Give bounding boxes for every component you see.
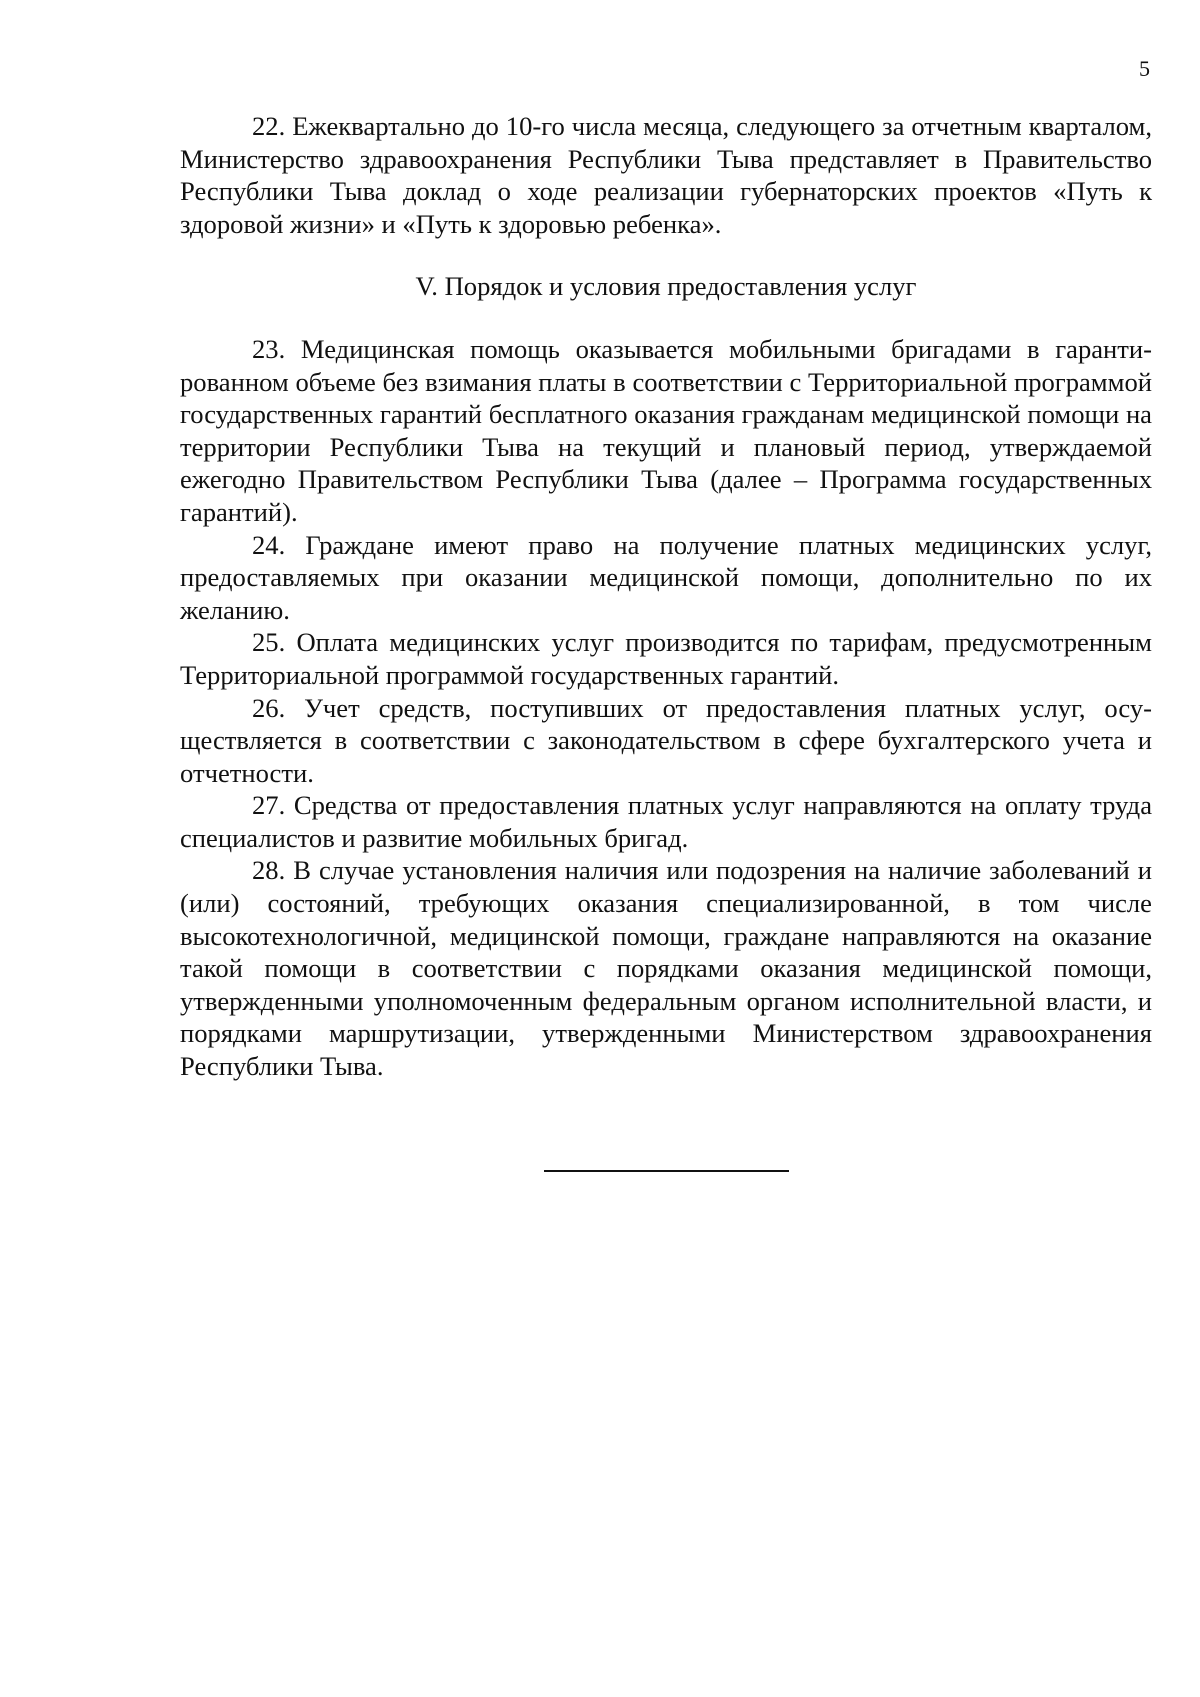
paragraph-24: 24. Граждане имеют право на получение платных медицинских услуг, предоставляемых при оказании медицинской помощи, дополнительно по их желанию. <box>180 529 1152 625</box>
document-body <box>180 110 1152 1083</box>
paragraph-27: 27. Средства от предоставления платных услуг направляются на оплату труда специалистов и развитие мобильных бригад. <box>180 790 1152 853</box>
paragraph-28: 28. В случае установления наличия или подозрения на наличие заболеваний и (или) состояний, требующих оказания специализированной, в том числе высокотехнологичной, медицинской помощи, граждане направляются на оказание такой помощи в соответствии с порядками оказания медицинской помощи, утвержденными уполномоченным федеральным органом исполнительной власти, и порядками маршрутизации, утвержденными Министерством здравоохранения Республики Тыва. <box>180 855 1152 1082</box>
paragraph-23: 23. Медицинская помощь оказывается мобильными бригадами в гарантированном объеме без взимания платы в соответствии с Территориальной программой государственных гарантий бесплатного оказания гражданам медицинской помощи на территории Республики Тыва на текущий и плановый период, утверждаемой ежегодно Правительством Республики Тыва (далее – Программа государственных гарантий). <box>180 333 1152 527</box>
page-number: 5 <box>1139 56 1150 81</box>
paragraph-26: 26. Учет средств, поступивших от предоставления платных услуг, осуществляется в соответствии с законодательством в сфере бухгалтерского учета и отчетности. <box>180 692 1152 788</box>
paragraph-22: 22. Ежеквартально до 10-го числа месяца, следующего за отчетным кварталом, Министерство здравоохранения Республики Тыва представляет в Правительство Республики Тыва доклад о ходе реализации губернаторских проектов «Путь к здоровой жизни» и «Путь к здоровью ребенка». <box>180 111 1152 239</box>
paragraph-25: 25. Оплата медицинских услуг производится по тарифам, предусмотренным Территориальной программой государственных гарантий. <box>180 627 1152 690</box>
section-heading: V. Порядок и условия предоставления услуг <box>415 271 917 302</box>
end-divider <box>544 1170 789 1172</box>
